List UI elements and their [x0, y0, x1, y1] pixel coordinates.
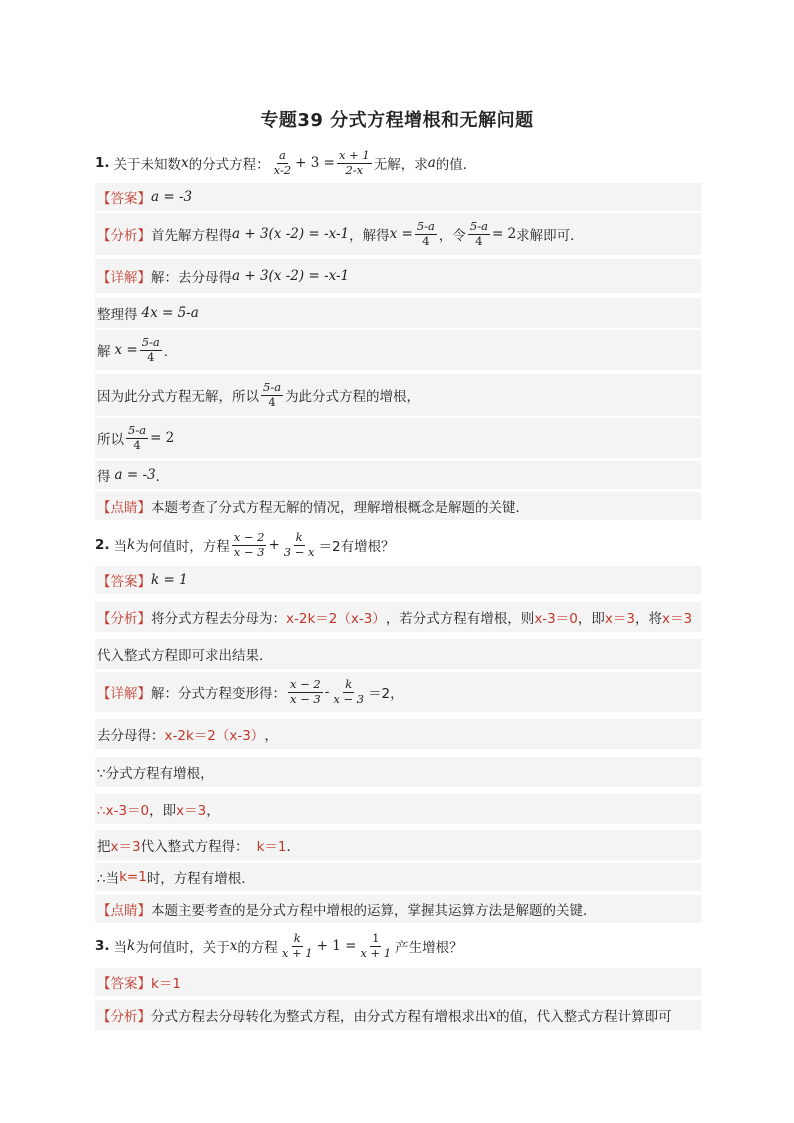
analysis-text: ，令 [438, 228, 466, 244]
analysis-text: 将分式方程去分母为： [151, 611, 286, 627]
step-text: ． [155, 469, 170, 485]
analysis-text: ，将 [634, 611, 662, 627]
question-text: 当 [113, 940, 128, 956]
math-expr: k=1 [119, 869, 147, 885]
step-text: ∵分式方程有增根， [97, 766, 214, 782]
fraction: $\frac{1}{x + 1}$ [360, 931, 392, 960]
step-text: 时，方程有增根． [146, 871, 255, 887]
q3-analysis [95, 1000, 701, 1030]
fraction: 5-a 4 [263, 380, 282, 409]
step-text: ，即 [149, 803, 177, 819]
math-var: k [127, 938, 136, 954]
q1-step-3 [95, 374, 701, 416]
step-text: 得 [97, 469, 111, 485]
math-var: k [127, 537, 136, 553]
question-number: 3. [95, 938, 110, 954]
q3-answer [95, 968, 701, 996]
q1-comment [95, 492, 701, 520]
answer-value: k＝1 [151, 976, 181, 992]
math-op: - [324, 684, 330, 700]
math-expr: x-2k＝2（x-3） [286, 611, 386, 627]
fraction: $\frac{k}{3 - x}$ [283, 530, 315, 559]
q2-detail [95, 672, 701, 712]
math-expr: = 2 [491, 226, 517, 242]
question-text: 关于未知数 [113, 157, 182, 173]
question-2 [95, 526, 699, 564]
math-var: x [229, 938, 238, 954]
analysis-text: ，即 [577, 611, 605, 627]
question-3 [95, 927, 699, 965]
question-number: 2. [95, 537, 110, 553]
math-op: + 3 = [295, 155, 335, 171]
fraction: x − 2 x − 3 [233, 530, 265, 559]
step-text: 代入整式方程得： [140, 839, 249, 855]
math-expr: x＝3 [110, 839, 141, 855]
fraction: $\frac{5-a}{4}$ [416, 219, 435, 248]
q1-detail [95, 259, 701, 293]
math-expr: x＝3 [176, 803, 207, 819]
answer-value: k = 1 [151, 572, 188, 588]
math-expr: 4x = 5-a [141, 305, 199, 321]
detail-text: 解：去分母得 [151, 270, 232, 286]
answer-tag: 【答案】 [97, 191, 151, 207]
q2-comment [95, 895, 701, 923]
detail-tag: 【详解】 [97, 270, 151, 286]
math-expr: a = -3 [114, 467, 156, 483]
question-1 [95, 146, 699, 180]
comment-text: 本题主要考查的是分式方程中增根的运算，掌握其运算方法是解题的关键． [151, 903, 597, 919]
step-text: 整理得 [97, 307, 138, 323]
math-var: a [427, 155, 436, 171]
question-text: 的分式方程： [188, 157, 270, 173]
detail-tag: 【详解】 [97, 686, 151, 702]
fraction: $\frac{5-a}{4}$ [469, 219, 488, 248]
math-expr: x = [389, 226, 413, 242]
step-text: 把 [97, 839, 111, 855]
analysis-tag: 【分析】 [97, 228, 151, 244]
step-text: ． [286, 839, 301, 855]
math-expr: x-2k＝2（x-3） [164, 728, 265, 744]
math-expr: x = [114, 342, 138, 358]
q1-step-5 [95, 461, 701, 489]
step-text: 去分母得： [97, 728, 165, 744]
analysis-text: ，解得 [349, 228, 390, 244]
math-expr: x＝3 [604, 611, 635, 627]
question-text: 为何值时，关于 [135, 940, 230, 956]
comment-tag: 【点睛】 [97, 500, 151, 516]
math-expr: k＝1 [256, 839, 287, 855]
math-expr: ∴x-3＝0 [97, 803, 150, 819]
q2-step-1 [95, 719, 701, 749]
math-expr: a + 3(x -2) = -x-1 [232, 268, 350, 284]
step-text: ． [163, 344, 178, 360]
q2-analysis-line2 [95, 639, 701, 669]
q2-step-3 [95, 794, 701, 824]
q1-step-2 [95, 330, 701, 370]
math-expr: x-3＝0 [534, 611, 578, 627]
analysis-text: 分式方程去分母转化为整式方程，由分式方程有增根求出 [151, 1009, 489, 1025]
q2-step-2 [95, 757, 701, 787]
fraction: $\frac{5-a}{4}$ [141, 335, 160, 364]
question-text: 的方程 [237, 940, 278, 956]
fraction: a x-2 [273, 148, 292, 177]
step-text: ， [206, 803, 220, 819]
math-var: x [181, 155, 189, 171]
q2-step-5 [95, 863, 701, 891]
math-op: ＝2， [368, 686, 404, 702]
q2-analysis [95, 602, 701, 632]
fraction: k x + 1 [281, 931, 313, 960]
q1-answer [95, 183, 701, 211]
math-op: + 1 = [316, 938, 357, 954]
analysis-tag: 【分析】 [97, 1009, 151, 1025]
step-text: 所以 [97, 432, 124, 448]
math-var: x [488, 1007, 497, 1023]
fraction: $\frac{x + 1}{2-x}$ [338, 148, 370, 177]
fraction: x − 2 x − 3 [290, 677, 321, 706]
step-text: 解 [97, 344, 111, 360]
step-text: 因为此分式方程无解，所以 [97, 389, 259, 405]
math-expr: x＝3 [661, 611, 693, 627]
comment-text: 本题考查了分式方程无解的情况，理解增根概念是解题的关键． [151, 500, 529, 516]
math-op: + [268, 537, 280, 553]
analysis-text: 的值，代入整式方程计算即可 [496, 1009, 672, 1025]
step-text: 为此分式方程的增根， [285, 389, 421, 405]
comment-tag: 【点睛】 [97, 903, 151, 919]
q2-answer [95, 566, 701, 594]
answer-value: a = -3 [151, 189, 193, 205]
question-text: 无解，求 [373, 157, 428, 173]
q1-step-4 [95, 418, 701, 458]
analysis-text: 代入整式方程即可求出结果． [97, 648, 273, 664]
question-text: 的值． [435, 157, 477, 173]
q1-step-1 [95, 298, 701, 328]
step-text: ， [264, 728, 278, 744]
question-text: 产生增根？ [395, 940, 463, 956]
question-text: 为何值时，方程 [135, 539, 230, 555]
question-text: 当 [113, 539, 128, 555]
fraction: k x − 3 [333, 677, 365, 706]
answer-tag: 【答案】 [97, 976, 151, 992]
math-expr: a + 3(x -2) = -x-1 [232, 226, 350, 242]
page-title: 专题39 分式方程增根和无解问题 [260, 110, 534, 131]
math-op: ＝2 [318, 539, 341, 555]
question-text: 有增根？ [340, 539, 395, 555]
q1-analysis [95, 213, 701, 255]
step-text: ∴当 [97, 871, 120, 887]
q2-step-4 [95, 830, 701, 860]
detail-text: 解：分式方程变形得： [151, 686, 286, 702]
analysis-text: 首先解方程得 [151, 228, 232, 244]
question-number: 1. [95, 155, 110, 171]
math-expr: = 2 [150, 430, 175, 446]
analysis-text: ，若分式方程有增根，则 [385, 611, 535, 627]
analysis-text: 求解即可． [516, 228, 584, 244]
fraction: $\frac{5-a}{4}$ [128, 423, 147, 452]
answer-tag: 【答案】 [97, 574, 151, 590]
analysis-tag: 【分析】 [97, 611, 151, 627]
